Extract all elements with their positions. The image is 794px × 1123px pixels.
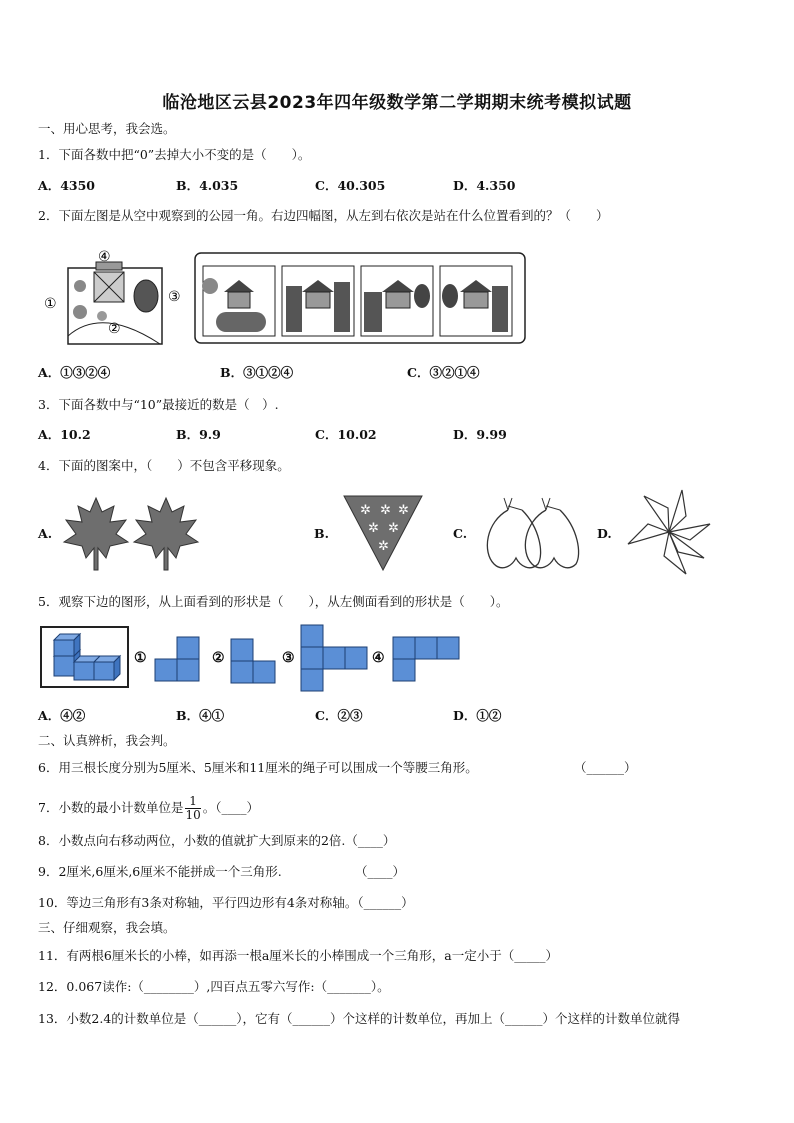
question-9: 9．2厘米,6厘米,6厘米不能拼成一个三角形.	[38, 864, 282, 879]
q4-option-a[interactable]: A.	[38, 526, 53, 541]
view-panel-2	[282, 266, 354, 336]
q1-option-b[interactable]: B．4.035	[176, 178, 239, 193]
q2-option-a[interactable]: A．①③②④	[38, 365, 111, 380]
question-6: 6．用三根长度分别为5厘米、5厘米和11厘米的绳子可以围成一个等腰三角形。	[38, 760, 478, 775]
view-shape-2	[230, 638, 276, 684]
q1-option-d[interactable]: D．4.350	[453, 178, 516, 193]
q5-view-label-4: ④	[372, 650, 385, 666]
svg-text:✲: ✲	[388, 521, 399, 536]
q5-option-c[interactable]: C．②③	[315, 708, 363, 723]
q4-option-c[interactable]: C.	[453, 526, 468, 541]
pinwheel-figure	[624, 486, 714, 578]
fraction-one-tenth: $\frac{1}{10}$	[185, 794, 201, 822]
q5-option-b[interactable]: B．④①	[176, 708, 225, 723]
q5-option-a[interactable]: A．④②	[38, 708, 86, 723]
q6-answer-blank[interactable]: （______）	[574, 760, 637, 775]
question-3: 3．下面各数中与“10”最接近的数是（ ）.	[38, 397, 279, 412]
q4-option-b[interactable]: B.	[314, 526, 329, 541]
view-panel-4	[440, 266, 512, 336]
question-8: 8．小数点向右移动两位，小数的值就扩大到原来的2倍.（____）	[38, 833, 396, 848]
q9-answer-blank[interactable]: （____）	[355, 864, 406, 879]
q5-view-label-2: ②	[212, 650, 225, 666]
marker-3: ③	[168, 289, 181, 305]
marker-2: ②	[108, 321, 121, 337]
q1-option-c[interactable]: C．40.305	[315, 178, 386, 193]
marker-4: ④	[98, 249, 111, 265]
cube-solid-figure	[40, 626, 130, 688]
svg-text:✲: ✲	[378, 539, 389, 554]
q3-option-d[interactable]: D．9.99	[453, 427, 507, 442]
q2-option-c[interactable]: C．③②①④	[407, 365, 480, 380]
q2-option-b[interactable]: B．③①②④	[220, 365, 294, 380]
q1-option-a[interactable]: A．4350	[38, 178, 95, 193]
svg-text:✲: ✲	[380, 503, 391, 518]
question-5: 5．观察下边的图形，从上面看到的形状是（ ），从左侧面看到的形状是（ ）。	[38, 594, 509, 609]
view-panel-3	[361, 266, 433, 336]
snowflake-triangle-figure	[342, 494, 424, 572]
twin-pears-figure	[482, 492, 582, 574]
q4-option-d[interactable]: D.	[597, 526, 612, 541]
view-panel-1	[202, 266, 275, 336]
q3-option-b[interactable]: B．9.9	[176, 427, 221, 442]
q5-option-d[interactable]: D．①②	[453, 708, 502, 723]
svg-text:✲: ✲	[360, 503, 371, 518]
section-heading-choice: 一、用心思考，我会选。	[38, 121, 176, 136]
question-10: 10．等边三角形有3条对称轴，平行四边形有4条对称轴。（______）	[38, 895, 414, 910]
question-12: 12．0.067读作:（________）,四百点五零六写作:（_______）。	[38, 979, 390, 994]
question-4: 4．下面的图案中，（ ）不包含平移现象。	[38, 458, 290, 473]
q5-view-label-1: ①	[134, 650, 147, 666]
view-shape-1	[154, 636, 200, 682]
question-2: 2．下面左图是从空中观察到的公园一角。右边四幅图，从左到右依次是站在什么位置看到的？（ ）	[38, 208, 609, 223]
svg-text:✲: ✲	[398, 503, 409, 518]
q3-option-a[interactable]: A．10.2	[38, 427, 91, 442]
four-views-figure	[194, 252, 528, 346]
q3-option-c[interactable]: C．10.02	[315, 427, 377, 442]
page-title: 临沧地区云县2023年四年级数学第二学期期末统考模拟试题	[162, 93, 632, 113]
question-1: 1．下面各数中把“0”去掉大小不变的是（ ）。	[38, 147, 311, 162]
question-13: 13．小数2.4的计数单位是（______），它有（______）个这样的计数单位，再加上（______）个这样的计数单位就得	[38, 1011, 681, 1026]
question-11: 11．有两根6厘米长的小棒，如再添一根a厘米长的小棒围成一个三角形，a一定小于（_____）	[38, 948, 559, 963]
marker-1: ①	[44, 296, 57, 312]
question-7: 7．小数的最小计数单位是 $\frac{1}{10}$ 。（____）	[38, 794, 260, 822]
view-shape-3	[300, 624, 370, 692]
section-heading-judge: 二、认真辨析，我会判。	[38, 733, 176, 748]
q5-view-label-3: ③	[282, 650, 295, 666]
maple-leaves-figure	[62, 494, 202, 572]
svg-text:✲: ✲	[368, 521, 379, 536]
section-heading-fill: 三、仔细观察，我会填。	[38, 920, 176, 935]
view-shape-4	[392, 636, 462, 684]
